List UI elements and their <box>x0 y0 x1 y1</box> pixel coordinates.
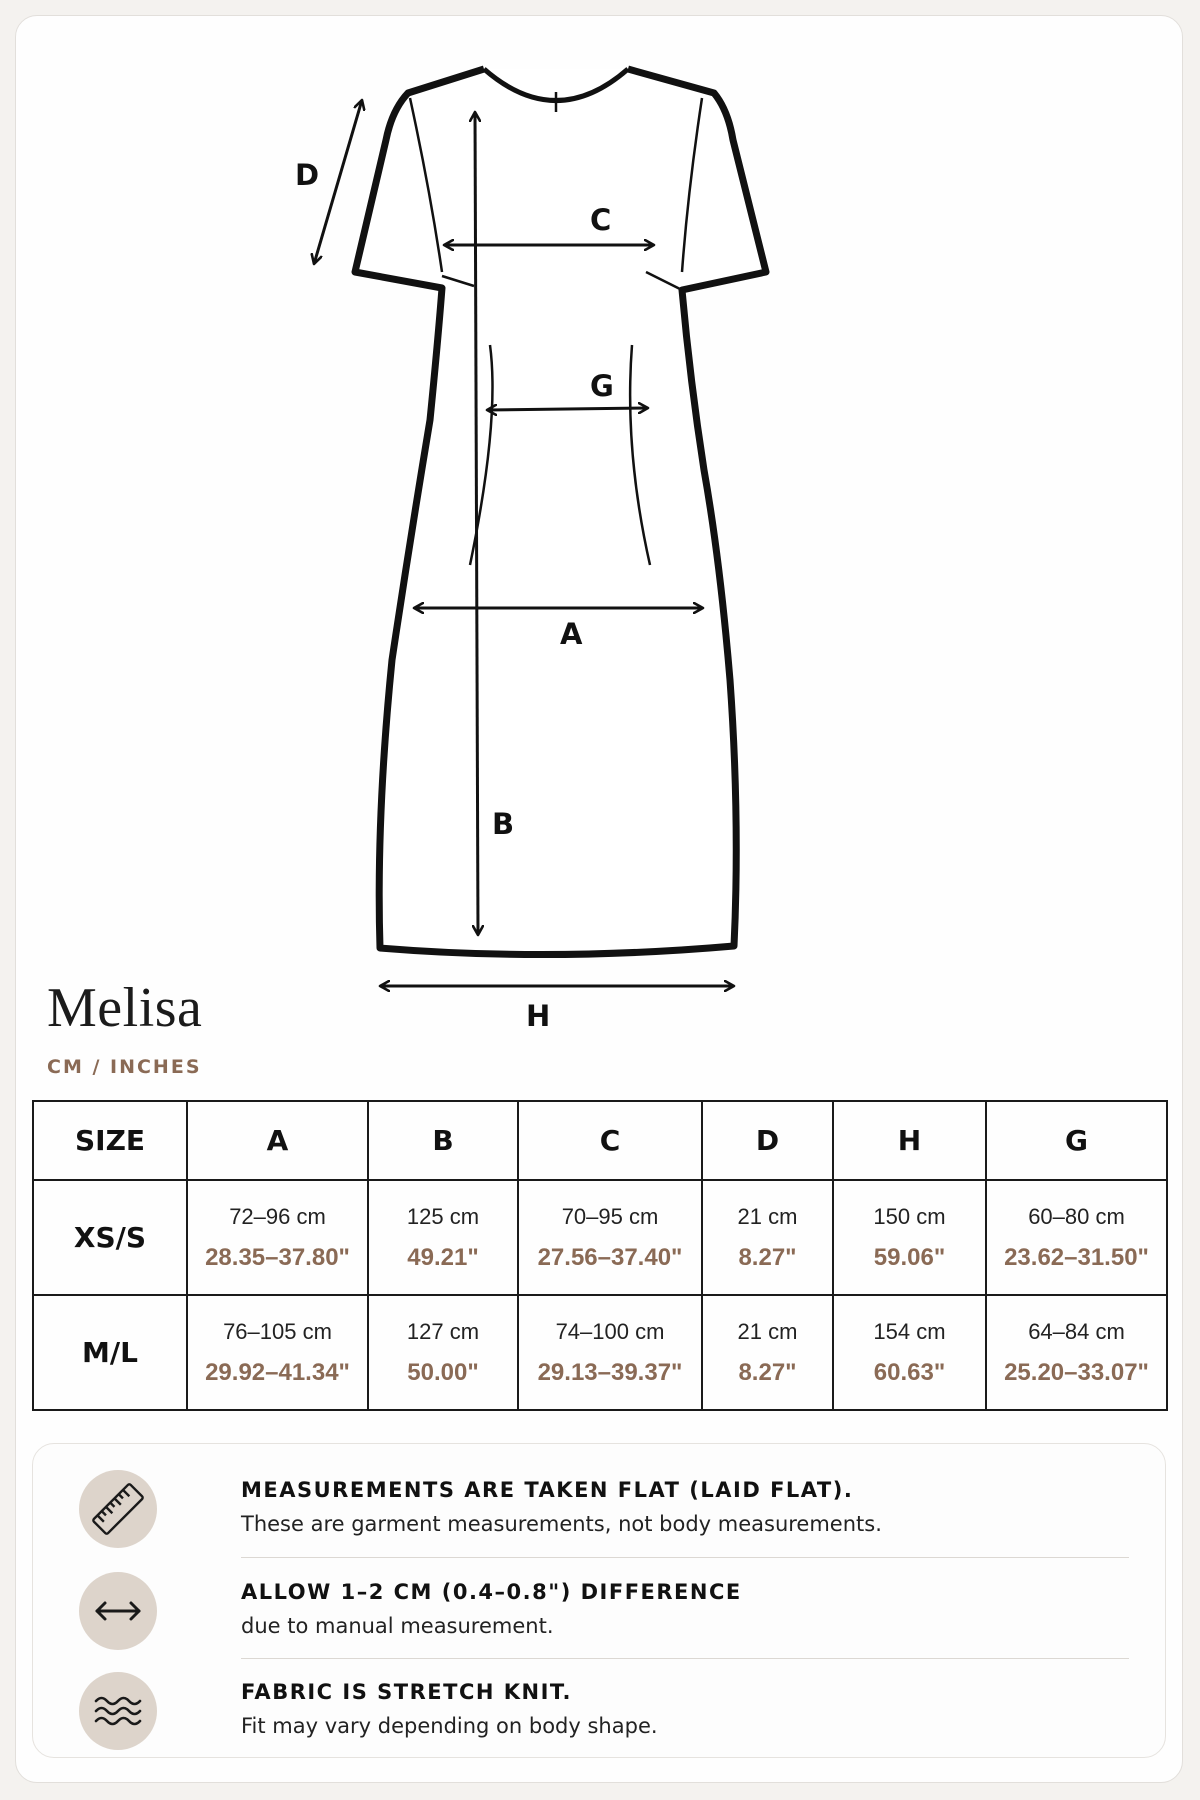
divider <box>241 1557 1129 1558</box>
note-title: FABRIC IS STRETCH KNIT. <box>241 1680 573 1704</box>
cm-value: 127 cm <box>406 1318 480 1344</box>
inch-value: 29.13–39.37" <box>537 1358 683 1386</box>
header-h: H <box>833 1101 986 1180</box>
inch-value: 8.27" <box>738 1358 797 1386</box>
table-cell <box>986 1295 1167 1410</box>
inch-value: 49.21" <box>407 1243 479 1271</box>
cm-value: 21 cm <box>737 1318 798 1344</box>
table-row <box>33 1180 1167 1295</box>
units-label: CM / INCHES <box>47 1056 202 1078</box>
note-text: Fit may vary depending on body shape. <box>241 1714 658 1738</box>
divider <box>241 1658 1129 1659</box>
note-tolerance <box>79 1572 1139 1652</box>
header-c: C <box>518 1101 702 1180</box>
header-a: A <box>187 1101 368 1180</box>
label-g: G <box>590 369 614 403</box>
label-d: D <box>295 158 320 192</box>
header-size: SIZE <box>33 1101 187 1180</box>
inch-value: 25.20–33.07" <box>1004 1358 1149 1386</box>
cm-value: 150 cm <box>873 1203 946 1229</box>
table-cell <box>518 1180 702 1295</box>
table-cell <box>368 1180 518 1295</box>
table-cell <box>368 1295 518 1410</box>
ruler-icon <box>79 1470 157 1548</box>
inch-value: 60.63" <box>873 1358 946 1386</box>
double-arrow-icon <box>79 1572 157 1650</box>
header-g: G <box>986 1101 1167 1180</box>
table-cell <box>187 1295 368 1410</box>
measure-g-arrow <box>487 408 648 410</box>
inch-value: 27.56–37.40" <box>537 1243 683 1271</box>
dress-outline <box>355 69 766 955</box>
cm-value: 70–95 cm <box>561 1203 659 1229</box>
waves-icon <box>79 1672 157 1750</box>
notes-panel <box>32 1443 1166 1758</box>
table-cell <box>518 1295 702 1410</box>
cm-value: 76–105 cm <box>223 1318 332 1344</box>
cm-value: 60–80 cm <box>1028 1203 1125 1229</box>
note-text: These are garment measurements, not body measurements. <box>241 1512 882 1536</box>
inch-value: 59.06" <box>873 1243 946 1271</box>
label-h: H <box>526 999 551 1030</box>
table-row <box>33 1295 1167 1410</box>
table-cell <box>833 1295 986 1410</box>
table-cell <box>702 1180 833 1295</box>
header-b: B <box>368 1101 518 1180</box>
label-c: C <box>590 203 612 237</box>
product-title: Melisa <box>47 977 203 1039</box>
cm-value: 72–96 cm <box>229 1203 326 1229</box>
measure-d-arrow <box>314 100 362 264</box>
table-cell <box>986 1180 1167 1295</box>
header-d: D <box>702 1101 833 1180</box>
table-cell <box>702 1295 833 1410</box>
label-a: A <box>560 617 583 651</box>
inch-value: 8.27" <box>738 1243 797 1271</box>
note-title: ALLOW 1–2 CM (0.4–0.8") DIFFERENCE <box>241 1580 742 1604</box>
note-fabric <box>79 1672 1139 1752</box>
table-header-row <box>33 1101 1167 1180</box>
cm-value: 64–84 cm <box>1028 1318 1125 1344</box>
inch-value: 28.35–37.80" <box>205 1243 350 1271</box>
size-cell: M/L <box>33 1295 187 1410</box>
table-cell <box>187 1180 368 1295</box>
size-table <box>32 1100 1168 1411</box>
note-flat-measurement <box>79 1470 1139 1550</box>
inch-value: 29.92–41.34" <box>205 1358 350 1386</box>
inch-value: 50.00" <box>407 1358 479 1386</box>
cm-value: 21 cm <box>737 1203 798 1229</box>
cm-value: 125 cm <box>406 1203 480 1229</box>
cm-value: 74–100 cm <box>555 1318 665 1344</box>
note-title: MEASUREMENTS ARE TAKEN FLAT (LAID FLAT). <box>241 1478 854 1502</box>
size-cell: XS/S <box>33 1180 187 1295</box>
table-cell <box>833 1180 986 1295</box>
note-text: due to manual measurement. <box>241 1614 554 1638</box>
label-b: B <box>492 807 515 841</box>
inch-value: 23.62–31.50" <box>1004 1243 1149 1271</box>
cm-value: 154 cm <box>873 1318 946 1344</box>
